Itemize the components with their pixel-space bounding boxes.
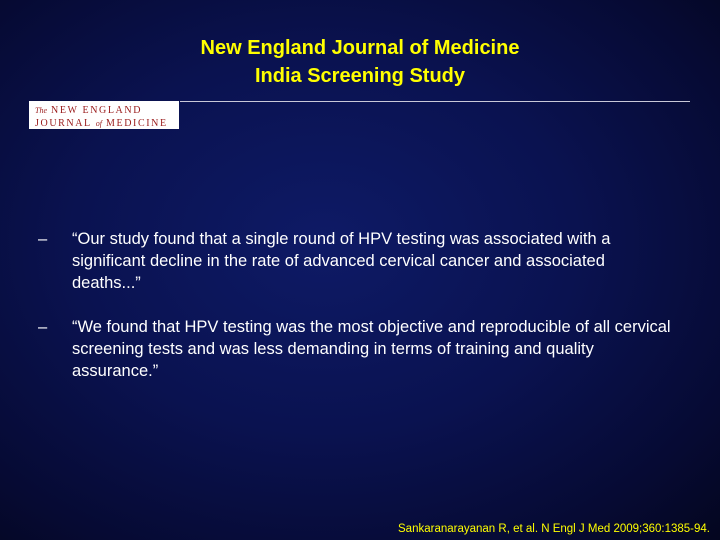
logo-medicine: MEDICINE [106,118,168,129]
logo-journal: JOURNAL [35,118,92,129]
title-divider [180,101,690,102]
dash-bullet: – [38,230,48,248]
logo-new-england: NEW ENGLAND [51,105,143,116]
slide-title [0,34,720,90]
quote-item [36,316,676,382]
logo-row-1 [35,103,179,116]
quote-list [36,228,676,404]
title-line-1: New England Journal of Medicine [200,37,520,59]
logo-of: of [95,119,102,128]
quote-item [36,228,676,294]
title-line-2: India Screening Study [254,65,466,87]
nejm-logo [29,101,179,129]
citation: Sankaranarayanan R, et al. N Engl J Med 2009;360:1385-94. [398,523,710,535]
dash-bullet: – [38,318,48,336]
logo-row-2 [35,116,179,129]
logo-the: The [35,106,47,115]
quote-text: “We found that HPV testing was the most objective and reproducible of all cervical screening tests and was less demanding in terms of training and quality assurance.” [72,318,671,380]
quote-text: “Our study found that a single round of HPV testing was associated with a significant decline in the rate of advanced cervical cancer and associated deaths...” [72,230,611,292]
